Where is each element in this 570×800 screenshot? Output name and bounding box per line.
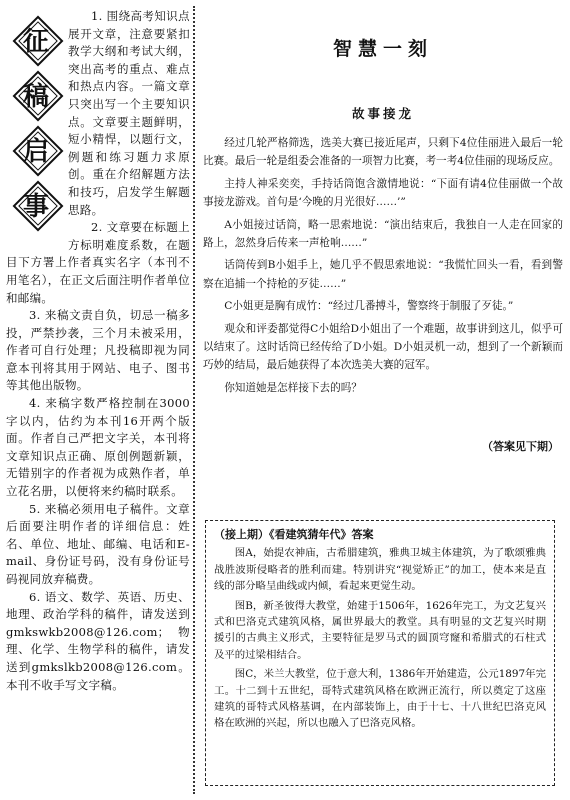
submission-notice-column xyxy=(6,8,190,796)
story-title: 故事接龙 xyxy=(351,106,414,121)
answer-paragraph: 图C，米兰大教堂，位于意大利，1386年开始建造，公元1897年完工。十二到十五世纪，哥特式建筑风格在欧洲正流行，所以奠定了这座建筑的哥特式风格基调，在内部装饰上，由于十七、十八世纪巴洛克风格在欧洲的兴起，所以也融入了巴洛克风格。 xyxy=(214,668,546,730)
column-divider xyxy=(193,6,195,794)
notice-item: 4. 来稿字数严格控制在3000字以内，估约为本刊16开两个版面。作者自己严把文字关，本刊将文章知识点正确、原创例题新颖，无错别字的作者视为成熟作者，单立花名册，以便将来约稿时联系。 xyxy=(6,396,190,499)
story-paragraph: A小姐接过话筒，略一思索地说：“演出结束后，我独自一人走在回家的路上，忽然身后传来一声枪响……” xyxy=(203,218,563,250)
notice-text xyxy=(6,8,190,694)
answer-box-title: （接上期）《看建筑猜年代》答案 xyxy=(214,528,374,541)
previous-answer-box xyxy=(205,520,555,786)
notice-item: 5. 来稿必须用电子稿件。文章后面要注明作者的详细信息：姓名、单位、地址、邮编、电话和E-mail、身份证号码，没有身份证号码视同放弃稿费。 xyxy=(6,501,190,586)
answer-paragraph: 图B，新圣彼得大教堂，始建于1506年，1626年完工，为文艺复兴式和巴洛克式建筑风格，属世界最大的教堂。具有明显的文艺复兴时期援引的古典主义形式，主要特征是罗马式的圆顶穹窿和希腊式的石柱式及平的过梁相结合。 xyxy=(214,599,546,661)
answer-paragraph: 图A，始提农神庙，古希腊建筑，雅典卫城主体建筑，为了歌颂雅典战胜波斯侵略者的胜利而建。特别讲究“视觉矫正”的加工，使本来是直线的部分略呈曲线或内倾，看起来更觉生动。 xyxy=(214,547,546,593)
title-char: 征 xyxy=(22,26,49,57)
story-paragraph: 话筒传到B小姐手上，她几乎不假思索地说：“我慌忙回头一看，看到警察在追捕一个持枪的歹徒……” xyxy=(203,259,563,290)
answer-next-issue-note: （答案见下期） xyxy=(482,440,559,453)
story-paragraph: 经过几轮严格筛选，选美大赛已接近尾声，只剩下4位佳丽进入最后一轮比赛。最后一轮是组委会准备的一项智力比赛，考一考4位佳丽的现场反应。 xyxy=(203,137,563,168)
story-paragraph: C小姐更是胸有成竹：“经过几番搏斗，警察终于制服了歹徒。” xyxy=(224,300,514,313)
story-paragraph: 你知道她是怎样接下去的吗？ xyxy=(224,381,362,394)
notice-item: 2. 文章要在标题上方标明难度系数，在题目下方署上作者真实名字（本刊不用笔名），在正文后面注明作者单位和邮编。 xyxy=(6,220,190,305)
story-paragraph: 主持人神采奕奕，手持话筒饱含激情地说：“下面有请4位佳丽做一个故事接龙游戏。首句是‘今晚的月光很好……’” xyxy=(203,177,563,209)
title-char: 事 xyxy=(22,191,49,222)
title-char: 启 xyxy=(22,136,49,167)
notice-item: 3. 来稿文责自负，切忌一稿多投，严禁抄袭，三个月未被采用，作者可自行处理；凡投稿即视为同意本刊将其用于网站、电子、图书等其他出版物。 xyxy=(6,308,190,393)
title-char: 稿 xyxy=(22,81,49,112)
main-column xyxy=(203,8,563,796)
notice-item: 1. 围绕高考知识点展开文章，注意要紧扣教学大纲和考试大纲，突出高考的重点、难点和热点内容。一篇文章只突出写一个主要知识点。文章要主题鲜明，短小精悍，以题行文，例题和练习题力求原创。重在介绍解题方法和技巧，启发学生解题思路。 xyxy=(68,9,190,217)
story-paragraph: 观众和评委都觉得C小姐给D小姐出了一个难题，故事讲到这儿，似乎可以结束了。这时话筒已经传给了D小姐。D小姐灵机一动，想到了一个新颖而巧妙的结局，最后她获得了本次选美大赛的冠军。 xyxy=(203,322,563,372)
story-body xyxy=(203,134,563,401)
column-title: 智慧一刻 xyxy=(332,38,433,60)
notice-item: 6. 语文、数学、英语、历史、地理、政治学科的稿件，请发送到gmkswkb2008@126.com；物理、化学、生物学科的稿件，请发送到gmkslkb2008@126.com。本刊不收手写文字稿。 xyxy=(6,589,190,692)
